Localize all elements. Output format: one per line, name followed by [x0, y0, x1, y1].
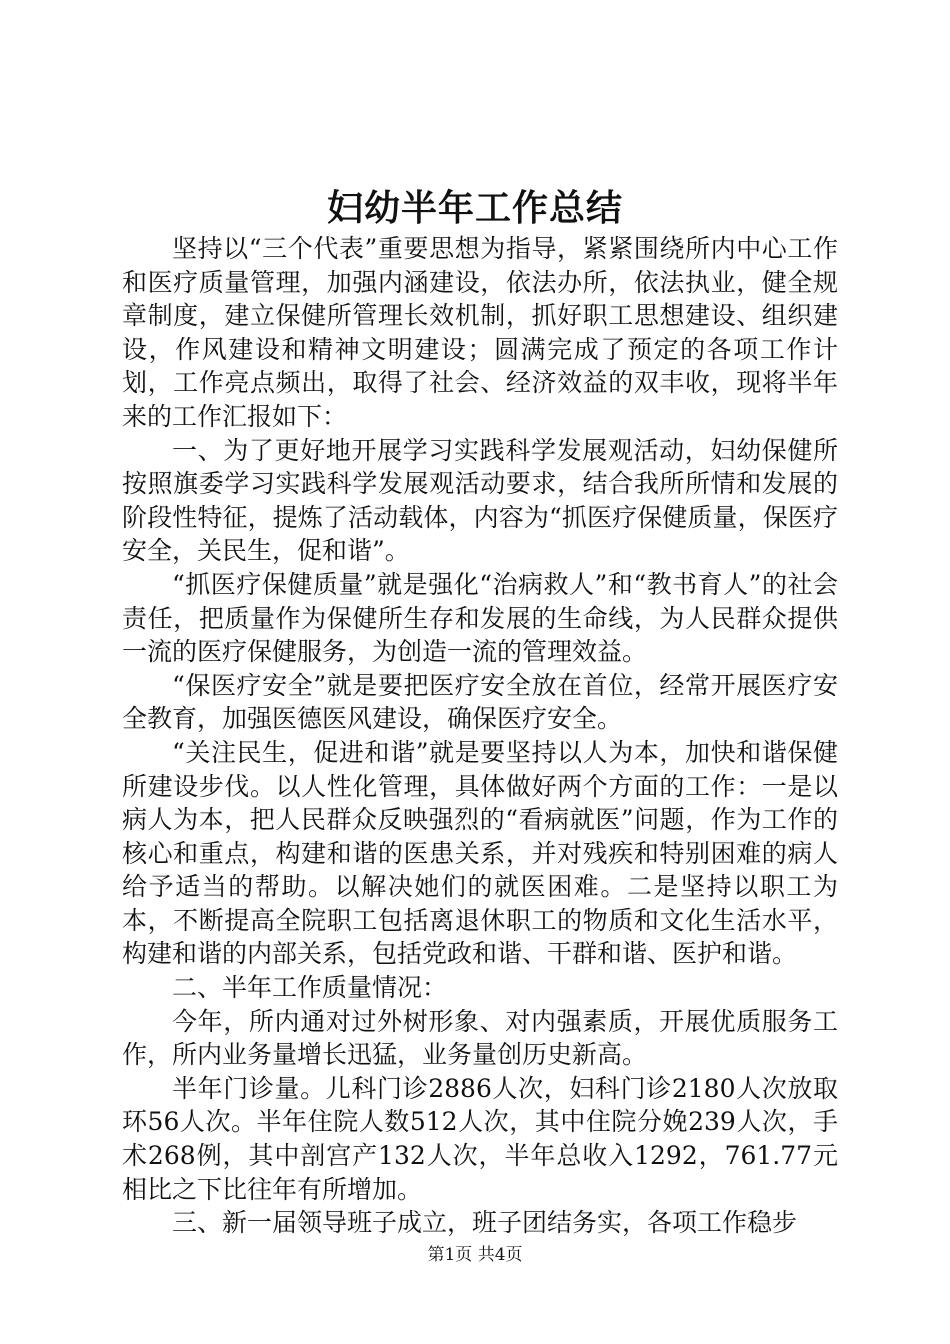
- paragraph-section-one: 一、为了更好地开展学习实践科学发展观活动，妇幼保健所按照旗委学习实践科学发展观活动要求，结合我所所情和发展的阶段性特征，提炼了活动载体，内容为“抓医疗保健质量，保医疗安全，关民生，促和谐”。: [122, 435, 838, 566]
- page-number-footer: 第1页 共4页: [427, 1245, 523, 1265]
- document-title: 妇幼半年工作总结: [326, 187, 623, 229]
- paragraph-harmony: “关注民生，促进和谐”就是要坚持以人为本，加快和谐保健所建设步伐。以人性化管理，具体做好两个方面的工作：一是以病人为本，把人民群众反映强烈的“看病就医”问题，作为工作的核心和重点，构建和谐的医患关系，并对残疾和特别困难的病人给予适当的帮助。以解决她们的就医困难。二是坚持以职工为本，不断提高全院职工包括离退休职工的物质和文化生活水平，构建和谐的内部关系，包括党政和谐、干群和谐、医护和谐。: [122, 737, 838, 969]
- paragraph-section-three: 三、新一届领导班子成立，班子团结务实，各项工作稳步: [172, 1208, 798, 1238]
- paragraph-intro: 坚持以“三个代表”重要思想为指导，紧紧围绕所内中心工作和医疗质量管理，加强内涵建设，依法办所，依法执业，健全规章制度，建立保健所管理长效机制，抓好职工思想建设、组织建设，作风建设和精神文明建设；圆满完成了预定的各项工作计划，工作亮点频出，取得了社会、经济效益的双丰收，现将半年来的工作汇报如下：: [122, 234, 838, 431]
- paragraph-safety: “保医疗安全”就是要把医疗安全放在首位，经常开展医疗安全教育，加强医德医风建设，确保医疗安全。: [122, 670, 838, 734]
- paragraph-section-two-heading: 二、半年工作质量情况：: [172, 973, 448, 1003]
- paragraph-statistics: 半年门诊量。儿科门诊2886人次，妇科门诊2180人次放取环56人次。半年住院人数512人次，其中住院分娩239人次，手术268例，其中剖宫产132人次，半年总收入1292，761.77元相比之下比往年有所增加。: [122, 1073, 838, 1204]
- document-body: [122, 232, 838, 1240]
- paragraph-this-year: 今年，所内通对过外树形象、对内强素质，开展优质服务工作，所内业务量增长迅猛，业务量创历史新高。: [122, 1006, 838, 1070]
- paragraph-quality: “抓医疗保健质量”就是强化“治病救人”和“教书育人”的社会责任，把质量作为保健所生存和发展的生命线，为人民群众提供一流的医疗保健服务，为创造一流的管理效益。: [122, 569, 838, 667]
